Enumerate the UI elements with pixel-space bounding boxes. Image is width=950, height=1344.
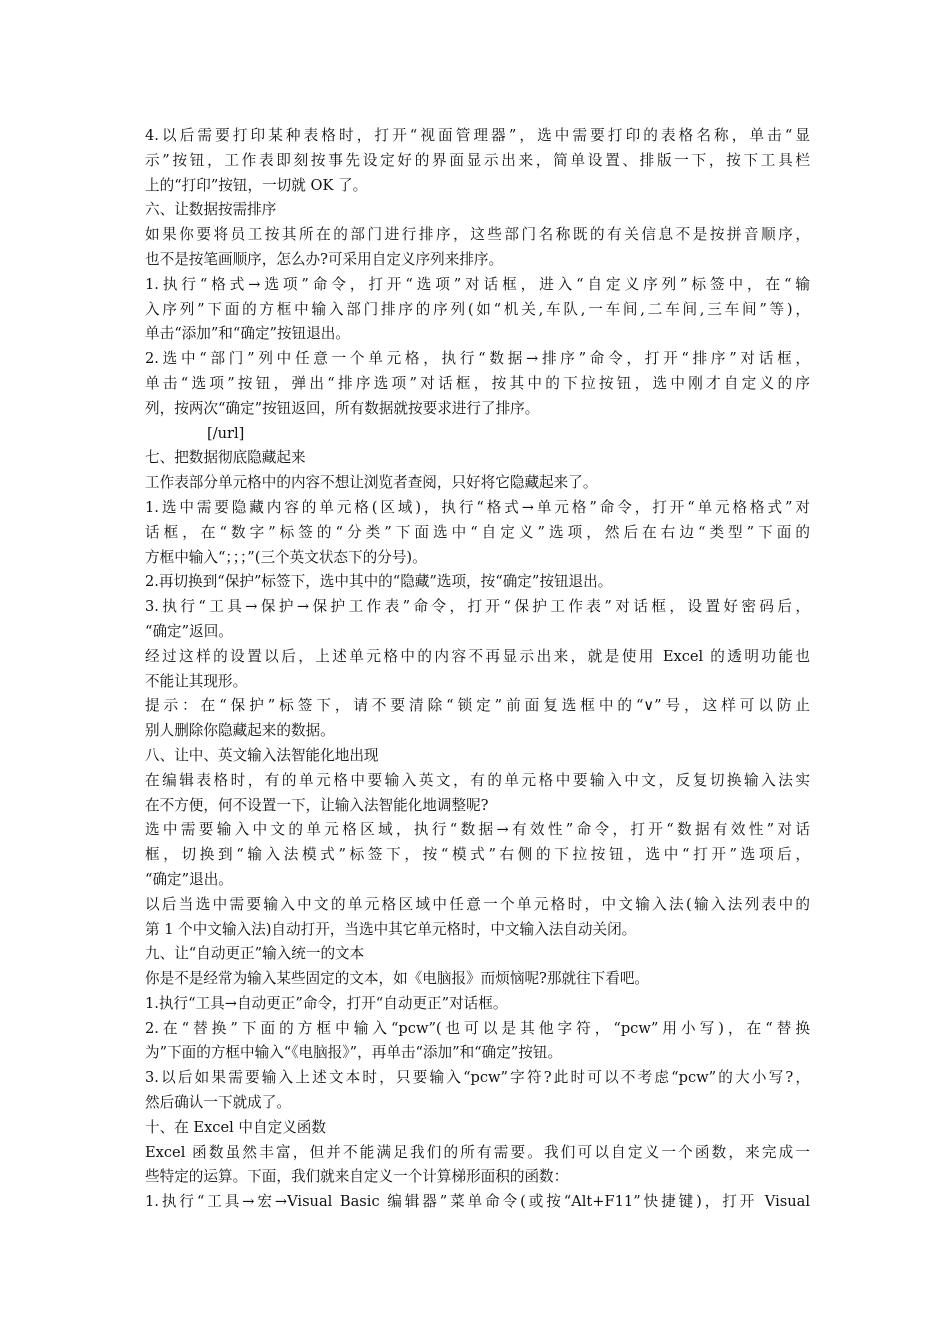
document-line: 九、让“自动更正”输入统一的文本: [145, 945, 365, 963]
document-line: 别人删除你隐藏起来的数据。: [145, 722, 335, 740]
document-line: 单击“选项”按钮，弹出“排序选项”对话框，按其中的下拉按钮，选中刚才自定义的序: [145, 374, 810, 392]
document-line: 2.再切换到“保护”标签下，选中其中的“隐藏”选项，按“确定”按钮退出。: [145, 573, 613, 591]
document-line: 4.以后需要打印某种表格时，打开“视面管理器”，选中需要打印的表格名称，单击“显: [145, 127, 810, 144]
document-line: 选中需要输入中文的单元格区域，执行“数据→有效性”命令，打开“数据有效性”对话: [145, 821, 810, 839]
document-line: 1.执行“工具→自动更正”命令，打开“自动更正”对话框。: [145, 994, 508, 1012]
document-line: 在不方便，何不设置一下，让输入法智能化地调整呢?: [145, 796, 489, 814]
document-line: [/url]: [207, 424, 245, 442]
document-line: 以后当选中需要输入中文的单元格区域中任意一个单元格时，中文输入法(输入法列表中的: [145, 895, 810, 913]
document-line: Excel 函数虽然丰富，但并不能满足我们的所有需要。我们可以自定义一个函数，来完成一: [145, 1143, 810, 1161]
document-line: 些特定的运算。下面，我们就来自定义一个计算梯形面积的函数：: [145, 1168, 569, 1186]
document-line: 然后确认一下就成了。: [145, 1094, 291, 1112]
document-line: 1.执行“格式→选项”命令，打开“选项”对话框，进入“自定义序列”标签中，在“输: [145, 275, 810, 293]
document-line: 方框中输入“；；；”(三个英文状态下的分号)。: [145, 548, 427, 566]
document-line: 经过这样的设置以后，上述单元格中的内容不再显示出来，就是使用 Excel 的透明功能也: [145, 647, 810, 665]
document-line: 工作表部分单元格中的内容不想让浏览者查阅，只好将它隐藏起来了。: [145, 474, 598, 492]
document-line: 你是不是经常为输入某些固定的文本，如《电脑报》而烦恼呢?那就往下看吧。: [145, 970, 650, 988]
document-line: 上的“打印”按钮，一切就 OK 了。: [145, 176, 368, 194]
document-line: 框，切换到“输入法模式”标签下，按“模式”右侧的下拉按钮，选中“打开”选项后，: [145, 846, 810, 864]
document-line: 话框，在“数字”标签的“分类”下面选中“自定义”选项，然后在右边“类型”下面的: [145, 523, 810, 541]
document-line: 七、把数据彻底隐藏起来: [145, 449, 306, 467]
document-line: 也不是按笔画顺序，怎么办?可采用自定义序列来排序。: [145, 250, 504, 268]
document-body: [145, 124, 810, 1215]
document-line: 为”下面的方框中输入“《电脑报》”，再单击“添加”和“确定”按钮。: [145, 1044, 563, 1062]
document-line: 列，按两次“确定”按钮返回，所有数据就按要求进行了排序。: [145, 399, 540, 417]
document-line: 单击“添加”和“确定”按钮退出。: [145, 325, 350, 343]
document-line: 2.在“替换”下面的方框中输入“pcw”(也可以是其他字符，“pcw”用小写)，在“替换: [145, 1019, 810, 1037]
document-line: “确定”退出。: [145, 870, 233, 888]
document-line: 示”按钮，工作表即刻按事先设定好的界面显示出来，简单设置、排版一下，按下工具栏: [145, 151, 810, 169]
document-line: 不能让其现形。: [145, 672, 248, 690]
document-line: 1.执行“工具→宏→Visual Basic 编辑器”菜单命令(或按“Alt+F11”快捷键)，打开 Visual: [145, 1193, 810, 1211]
document-line: 第 1 个中文输入法)自动打开，当选中其它单元格时，中文输入法自动关闭。: [145, 920, 637, 938]
document-line: 十、在 Excel 中自定义函数: [145, 1118, 326, 1136]
document-line: 如果你要将员工按其所在的部门进行排序，这些部门名称既的有关信息不是按拼音顺序，: [145, 226, 810, 244]
document-line: 1.选中需要隐藏内容的单元格(区域)，执行“格式→单元格”命令，打开“单元格格式”对: [145, 498, 810, 516]
document-line: “确定”返回。: [145, 622, 233, 640]
document-line: 六、让数据按需排序: [145, 201, 277, 219]
document-line: 2.选中“部门”列中任意一个单元格，执行“数据→排序”命令，打开“排序”对话框，: [145, 350, 810, 368]
document-line: 八、让中、英文输入法智能化地出现: [145, 746, 379, 764]
document-line: 入序列”下面的方框中输入部门排序的序列(如“机关,车队,一车间,二车间,三车间”等)，: [145, 300, 810, 318]
document-line: 3.以后如果需要输入上述文本时，只要输入“pcw”字符?此时可以不考虑“pcw”的大小写?，: [145, 1069, 810, 1087]
document-line: 在编辑表格时，有的单元格中要输入英文，有的单元格中要输入中文，反复切换输入法实: [145, 771, 810, 789]
document-line: 提示：在“保护”标签下，请不要清除“锁定”前面复选框中的“∨”号，这样可以防止: [145, 697, 810, 715]
document-line: 3.执行“工具→保护→保护工作表”命令，打开“保护工作表”对话框，设置好密码后，: [145, 598, 810, 616]
